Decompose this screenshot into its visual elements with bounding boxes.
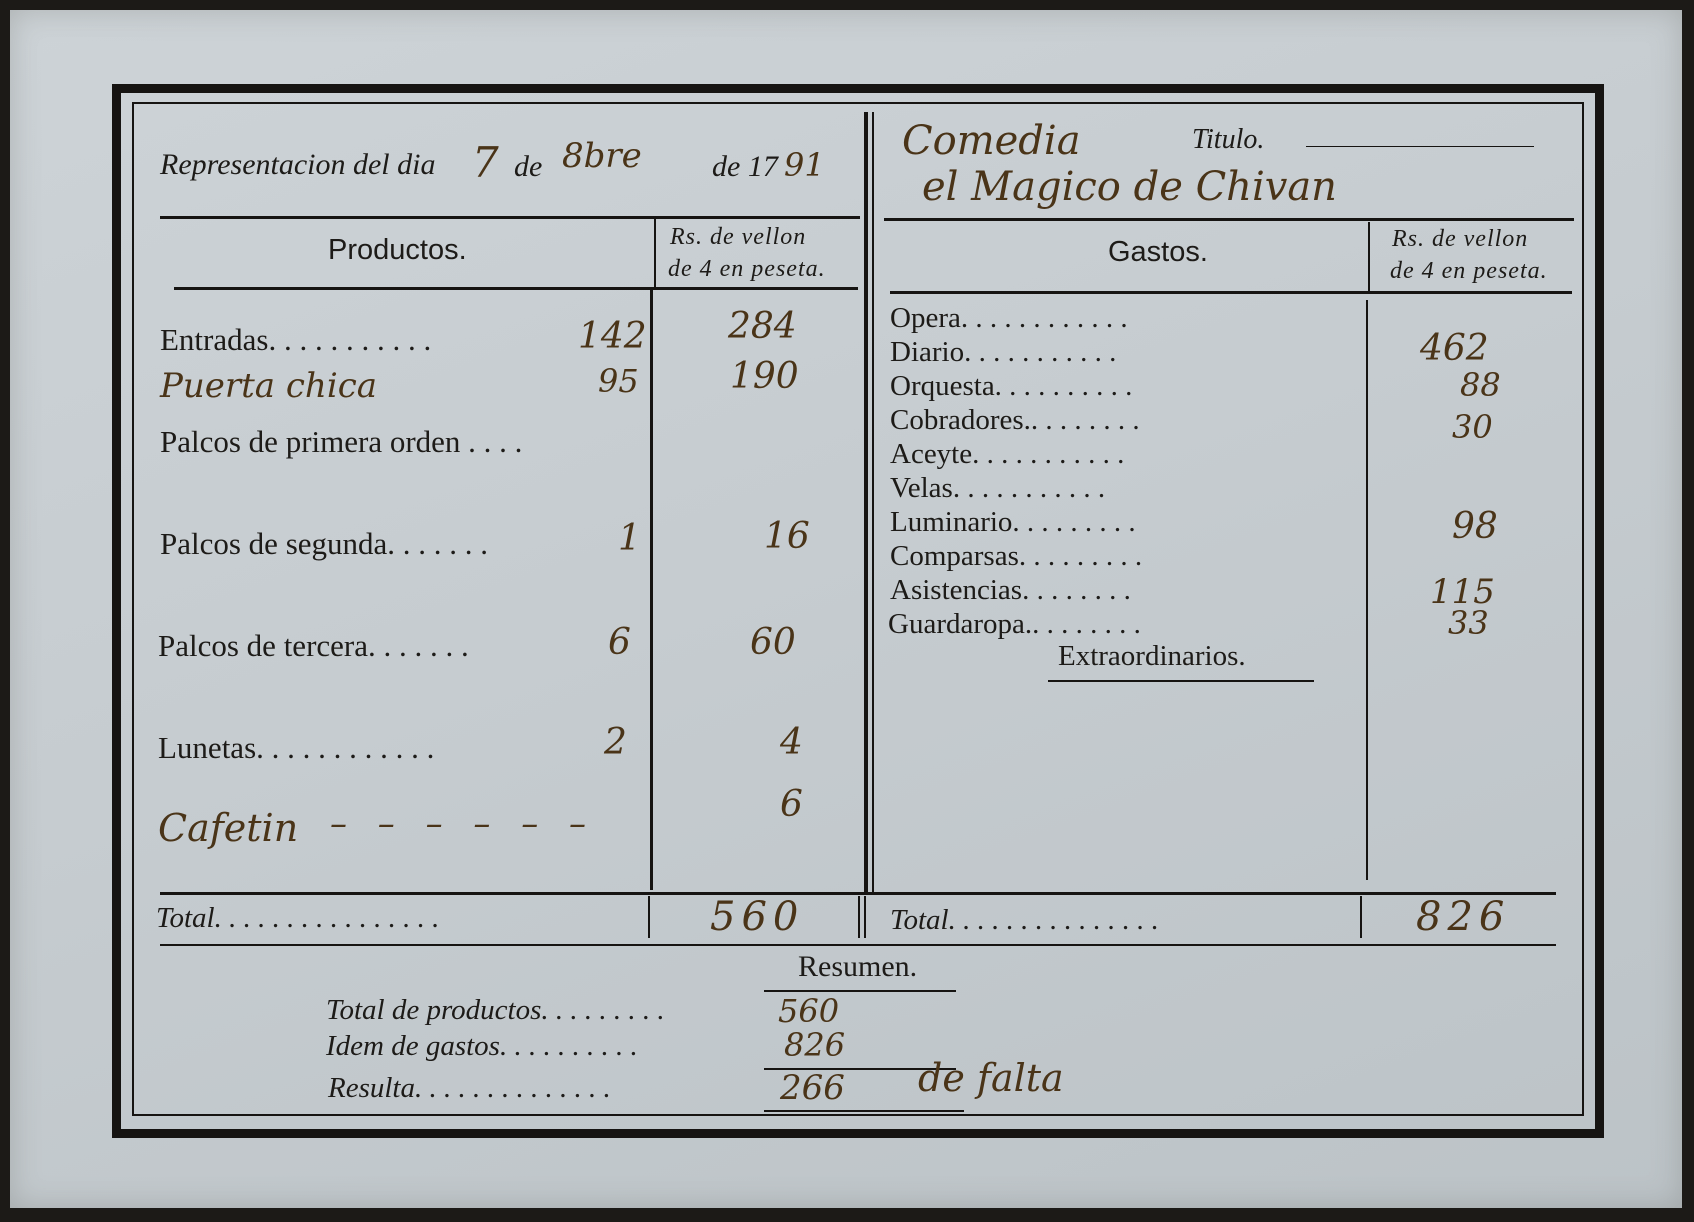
play-title-handwritten: el Magico de Chivan <box>922 164 1337 210</box>
comparsas-label: Comparsas. . . . . . . . . <box>890 540 1143 572</box>
productos-heading: Productos. <box>328 234 467 266</box>
year-printed: de 17 <box>712 150 778 183</box>
entradas-count: 142 <box>578 316 647 357</box>
resumen-gastos-value: 826 <box>784 1026 846 1064</box>
puerta-chica-value: 190 <box>730 356 799 397</box>
gastos-header-divider <box>1368 222 1370 292</box>
productos-total-label: Total. . . . . . . . . . . . . . . . <box>156 902 440 934</box>
lunetas-count: 2 <box>604 722 627 763</box>
orquesta-value: 88 <box>1460 366 1501 404</box>
resumen-heading: Resumen. <box>798 950 918 983</box>
lunetas-label: Lunetas. . . . . . . . . . . . <box>158 730 435 765</box>
aceyte-label: Aceyte. . . . . . . . . . . <box>890 438 1125 470</box>
totals-top-rule <box>160 892 1556 895</box>
puerta-chica-count: 95 <box>598 362 639 400</box>
gastos-top-rule <box>884 218 1574 221</box>
palcos-tercera-label: Palcos de tercera. . . . . . . <box>158 628 469 663</box>
gastos-total-label: Total. . . . . . . . . . . . . . . <box>890 904 1159 936</box>
productos-value-divider <box>650 290 653 890</box>
diario-label: Diario. . . . . . . . . . . <box>890 336 1117 368</box>
puerta-chica-label: Puerta chica <box>160 366 378 406</box>
lunetas-value: 4 <box>780 722 803 763</box>
gastos-header-rule <box>890 291 1572 294</box>
asistencias-value: 115 <box>1430 572 1495 612</box>
month-handwritten: 8bre <box>562 136 642 176</box>
palcos-segunda-value: 16 <box>764 516 810 557</box>
center-divider-thin <box>872 112 874 892</box>
resumen-productos-label: Total de productos. . . . . . . . . <box>326 994 665 1026</box>
entradas-label: Entradas. . . . . . . . . . . <box>160 322 432 357</box>
guardaropa-value: 33 <box>1448 604 1489 642</box>
center-divider <box>864 112 868 892</box>
day-handwritten: 7 <box>472 138 499 187</box>
titulo-line <box>1306 146 1534 147</box>
palcos-primera-label: Palcos de primera orden . . . . <box>160 424 523 459</box>
productos-header-divider <box>654 218 656 290</box>
cobradores-label: Cobradores.. . . . . . . . <box>890 404 1140 436</box>
cobradores-value: 30 <box>1452 408 1493 446</box>
cafetin-label: Cafetin <box>158 806 299 850</box>
resumen-resulta-value: 266 <box>780 1068 845 1108</box>
totals-bottom-rule <box>160 944 1556 946</box>
titulo-label: Titulo. <box>1192 124 1265 155</box>
entradas-value: 284 <box>728 306 797 347</box>
guardaropa-label: Guardaropa.. . . . . . . . <box>888 608 1141 640</box>
gastos-total-divider <box>1360 896 1362 938</box>
opera-label: Opera. . . . . . . . . . . . <box>890 302 1128 334</box>
productos-header-rule <box>174 287 858 290</box>
extraordinarios-rule <box>1048 680 1314 682</box>
velas-label: Velas. . . . . . . . . . . <box>890 472 1106 504</box>
year-handwritten: 91 <box>784 146 825 184</box>
palcos-tercera-value: 60 <box>750 622 796 663</box>
luminario-value: 98 <box>1452 506 1498 547</box>
totals-center-divider-a <box>858 896 860 938</box>
productos-currency-line1: Rs. de vellon <box>670 224 807 250</box>
cafetin-dashes: – – – – – – <box>330 804 597 844</box>
extraordinarios-heading: Extraordinarios. <box>1058 640 1246 672</box>
gastos-currency-line2: de 4 en peseta. <box>1390 258 1548 284</box>
productos-total-value: 560 <box>710 894 805 940</box>
totals-center-divider-b <box>864 896 866 938</box>
palcos-segunda-label: Palcos de segunda. . . . . . . <box>160 526 489 561</box>
orquesta-label: Orquesta. . . . . . . . . . <box>890 370 1133 402</box>
productos-top-rule <box>160 216 860 219</box>
gastos-total-value: 826 <box>1416 894 1511 940</box>
cafetin-value: 6 <box>780 784 803 825</box>
asistencias-label: Asistencias. . . . . . . . <box>890 574 1131 606</box>
productos-currency-line2: de 4 en peseta. <box>668 256 826 282</box>
resumen-resulta-label: Resulta. . . . . . . . . . . . . . <box>328 1072 611 1104</box>
resumen-productos-value: 560 <box>778 992 840 1030</box>
luminario-label: Luminario. . . . . . . . . <box>890 506 1136 538</box>
comedia-handwritten: Comedia <box>902 118 1081 164</box>
productos-total-divider <box>648 896 650 938</box>
resumen-gastos-label: Idem de gastos. . . . . . . . . . <box>326 1030 638 1062</box>
gastos-value-divider <box>1366 300 1368 880</box>
gastos-heading: Gastos. <box>1108 236 1208 268</box>
gastos-currency-line1: Rs. de vellon <box>1392 226 1529 252</box>
resumen-bottom-rule <box>764 1110 964 1112</box>
palcos-tercera-count: 6 <box>608 622 631 663</box>
diario-value: 462 <box>1420 328 1489 369</box>
falta-handwritten: de falta <box>918 1056 1064 1100</box>
representacion-label: Representacion del dia <box>160 148 436 181</box>
palcos-segunda-count: 1 <box>618 518 641 559</box>
de-label: de <box>514 150 543 183</box>
